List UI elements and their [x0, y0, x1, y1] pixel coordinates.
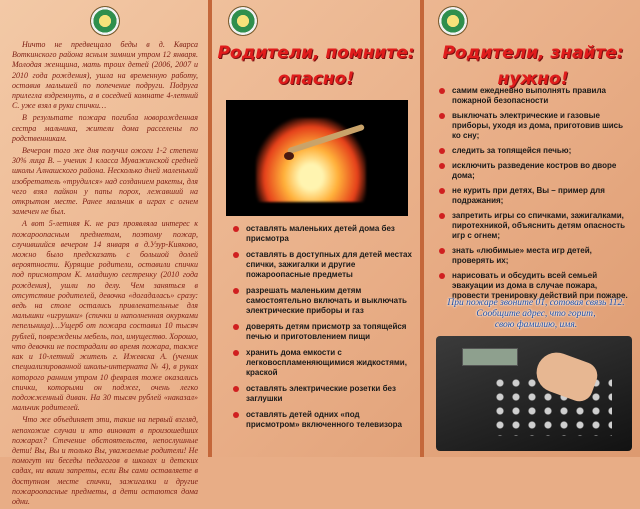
bullet-icon [233, 350, 239, 356]
callout-line: При пожаре звоните 01, сотовая связь 112. [447, 298, 625, 308]
bullet-icon [233, 412, 239, 418]
list-item: следить за топящейся печью; [436, 146, 632, 156]
rules-list [436, 86, 632, 306]
list-item: оставлять маленьких детей дома без присмотра [230, 224, 412, 244]
list-item: самим ежедневно выполнять правила пожарной безопасности [436, 86, 632, 106]
story-paragraph: А вот 5-летняя К. не раз проявляла интерес к пожароопасным предметам, поэтому пожар, случившийся вечером 14 января в д.Узур-Кияково, можно было предсказать с большой долей вероятности. Курящие родители, оставили спички под присмотром К. младшую сестренку (2010 года рождения), ушли по делу. Чем заняться в отсутствие родителей, девочка «догадалась» сразу: ведь на столе остались привлекательные для малышки «игрушки» (спички и наполненная окурками пепельница)…Ущерб от пожара составил 10 тысяч рублей, повреждены мебель, пол, имущество. Хорошо, что девочки не пострадали во время пожара, также как и 10-летний житель г. Ижевска А. (ученик специализированной школы-интерната № 4), в руках которого ранним утром 10 февраля тоже оказались спички, которыми он поджег, очень легко подожженный диван. На 30 тысяч рублей «наказал» мальчик родителей. [12, 219, 198, 413]
emblem-icon [90, 6, 120, 36]
list-item: доверять детям присмотр за топящейся печью и приготовлением пищи [230, 322, 412, 342]
list-item: оставлять детей одних «под присмотром» включенного телевизора [230, 410, 412, 430]
headline-line: нужно! [497, 69, 569, 89]
bullet-icon [439, 163, 445, 169]
story-paragraph: Ничто не предвещало беды в д. Кварса Воткинского района ясным зимним утром 12 января. Молодая женщина, мать троих детей (2006, 2007 и 2010 года рождения), ушла на временную работу, оставив малышей по попечение подруги. Подруга прилегла вздремнуть, а в соседней комнате 4-летний С. уже взял в руки спички… [12, 40, 198, 111]
emergency-callout [438, 298, 634, 331]
bullet-icon [439, 213, 445, 219]
bullet-icon [233, 288, 239, 294]
list-item: оставлять в доступных для детей местах спички, зажигалки и другие пожароопасные предметы [230, 250, 412, 280]
story-text [12, 40, 198, 509]
burning-match-photo [226, 100, 408, 216]
bullet-icon [439, 113, 445, 119]
list-item: разрешать маленьким детям самостоятельно включать и выключать электрические приборы и газ [230, 286, 412, 316]
telephone-photo [436, 336, 632, 451]
bullet-icon [233, 226, 239, 232]
bullet-icon [439, 248, 445, 254]
headline-line: Родители, помните: [217, 43, 415, 63]
story-paragraph: В результате пожара погибла новорожденная сестра мальчика, жители дома расселены по родственникам. [12, 113, 198, 143]
list-item: исключить разведение костров во дворе дома; [436, 161, 632, 181]
bullet-icon [233, 386, 239, 392]
callout-line: свою фамилию, имя. [494, 320, 578, 330]
list-item: оставлять электрические розетки без заглушки [230, 384, 412, 404]
list-item: знать «любимые» места игр детей, проверять их; [436, 246, 632, 266]
bullet-icon [233, 324, 239, 330]
list-item: выключать электрические и газовые приборы, уходя из дома, приготовив шись ко сну; [436, 111, 632, 141]
headline-line: Родители, знайте: [442, 43, 624, 63]
list-item: хранить дома емкости с легковоспламеняющимися жидкостями, краской [230, 348, 412, 378]
bullet-icon [439, 273, 445, 279]
phone-screen-icon [462, 348, 518, 366]
rules-panel [426, 0, 640, 457]
emblem-icon [228, 6, 258, 36]
story-panel [0, 0, 206, 506]
list-item: запретить игры со спичками, зажигалками, пиротехникой, объяснить детям опасность игр с огнем; [436, 211, 632, 241]
list-item: нарисовать и обсудить всей семьей эвакуации из дома в случае пожара, провести тренировку действий при пожаре. [436, 271, 632, 301]
story-paragraph: Что же объединяет эти, такие на первый взгляд, непохожие случаи и кто виноват в произошедших пожарах? Стечение обстоятельств, непослушные дети! Вы, Вы и только Вы, уважаемые родители! Не помогут ни беседы педагогов в школах и детских садах, ни ваши запреты, если Вы сами оставляете в доступном месте спички, зажигалки и другие пожароопасные предметы, а дети остаются дома одни. [12, 415, 198, 506]
headline-line: опасно! [277, 69, 355, 89]
panel-divider [420, 0, 424, 457]
match-head-icon [284, 152, 294, 160]
callout-line: Сообщите адрес, что горит, [476, 309, 596, 319]
rules-headline [426, 40, 640, 92]
bullet-icon [439, 88, 445, 94]
bullet-icon [439, 148, 445, 154]
dangers-panel [214, 0, 418, 457]
story-paragraph: Вечером того же дня получил ожоги 1-2 степени 30% лица В. – ученик 1 класса Муважинской средней школы Алнашского района. Несколько дней маленький изобретатель «трудился» над созданием ракеты, для чего взял пайкон у папы порох, лежавший на открытом месте. Ранее мальчик в играх с огнем замечен не был. [12, 146, 198, 217]
dangers-list [230, 224, 412, 436]
bullet-icon [439, 188, 445, 194]
list-item: не курить при детях, Вы – пример для подражания; [436, 186, 632, 206]
emblem-icon [438, 6, 468, 36]
panel-divider [208, 0, 212, 457]
dangers-headline [214, 40, 418, 92]
bullet-icon [233, 252, 239, 258]
